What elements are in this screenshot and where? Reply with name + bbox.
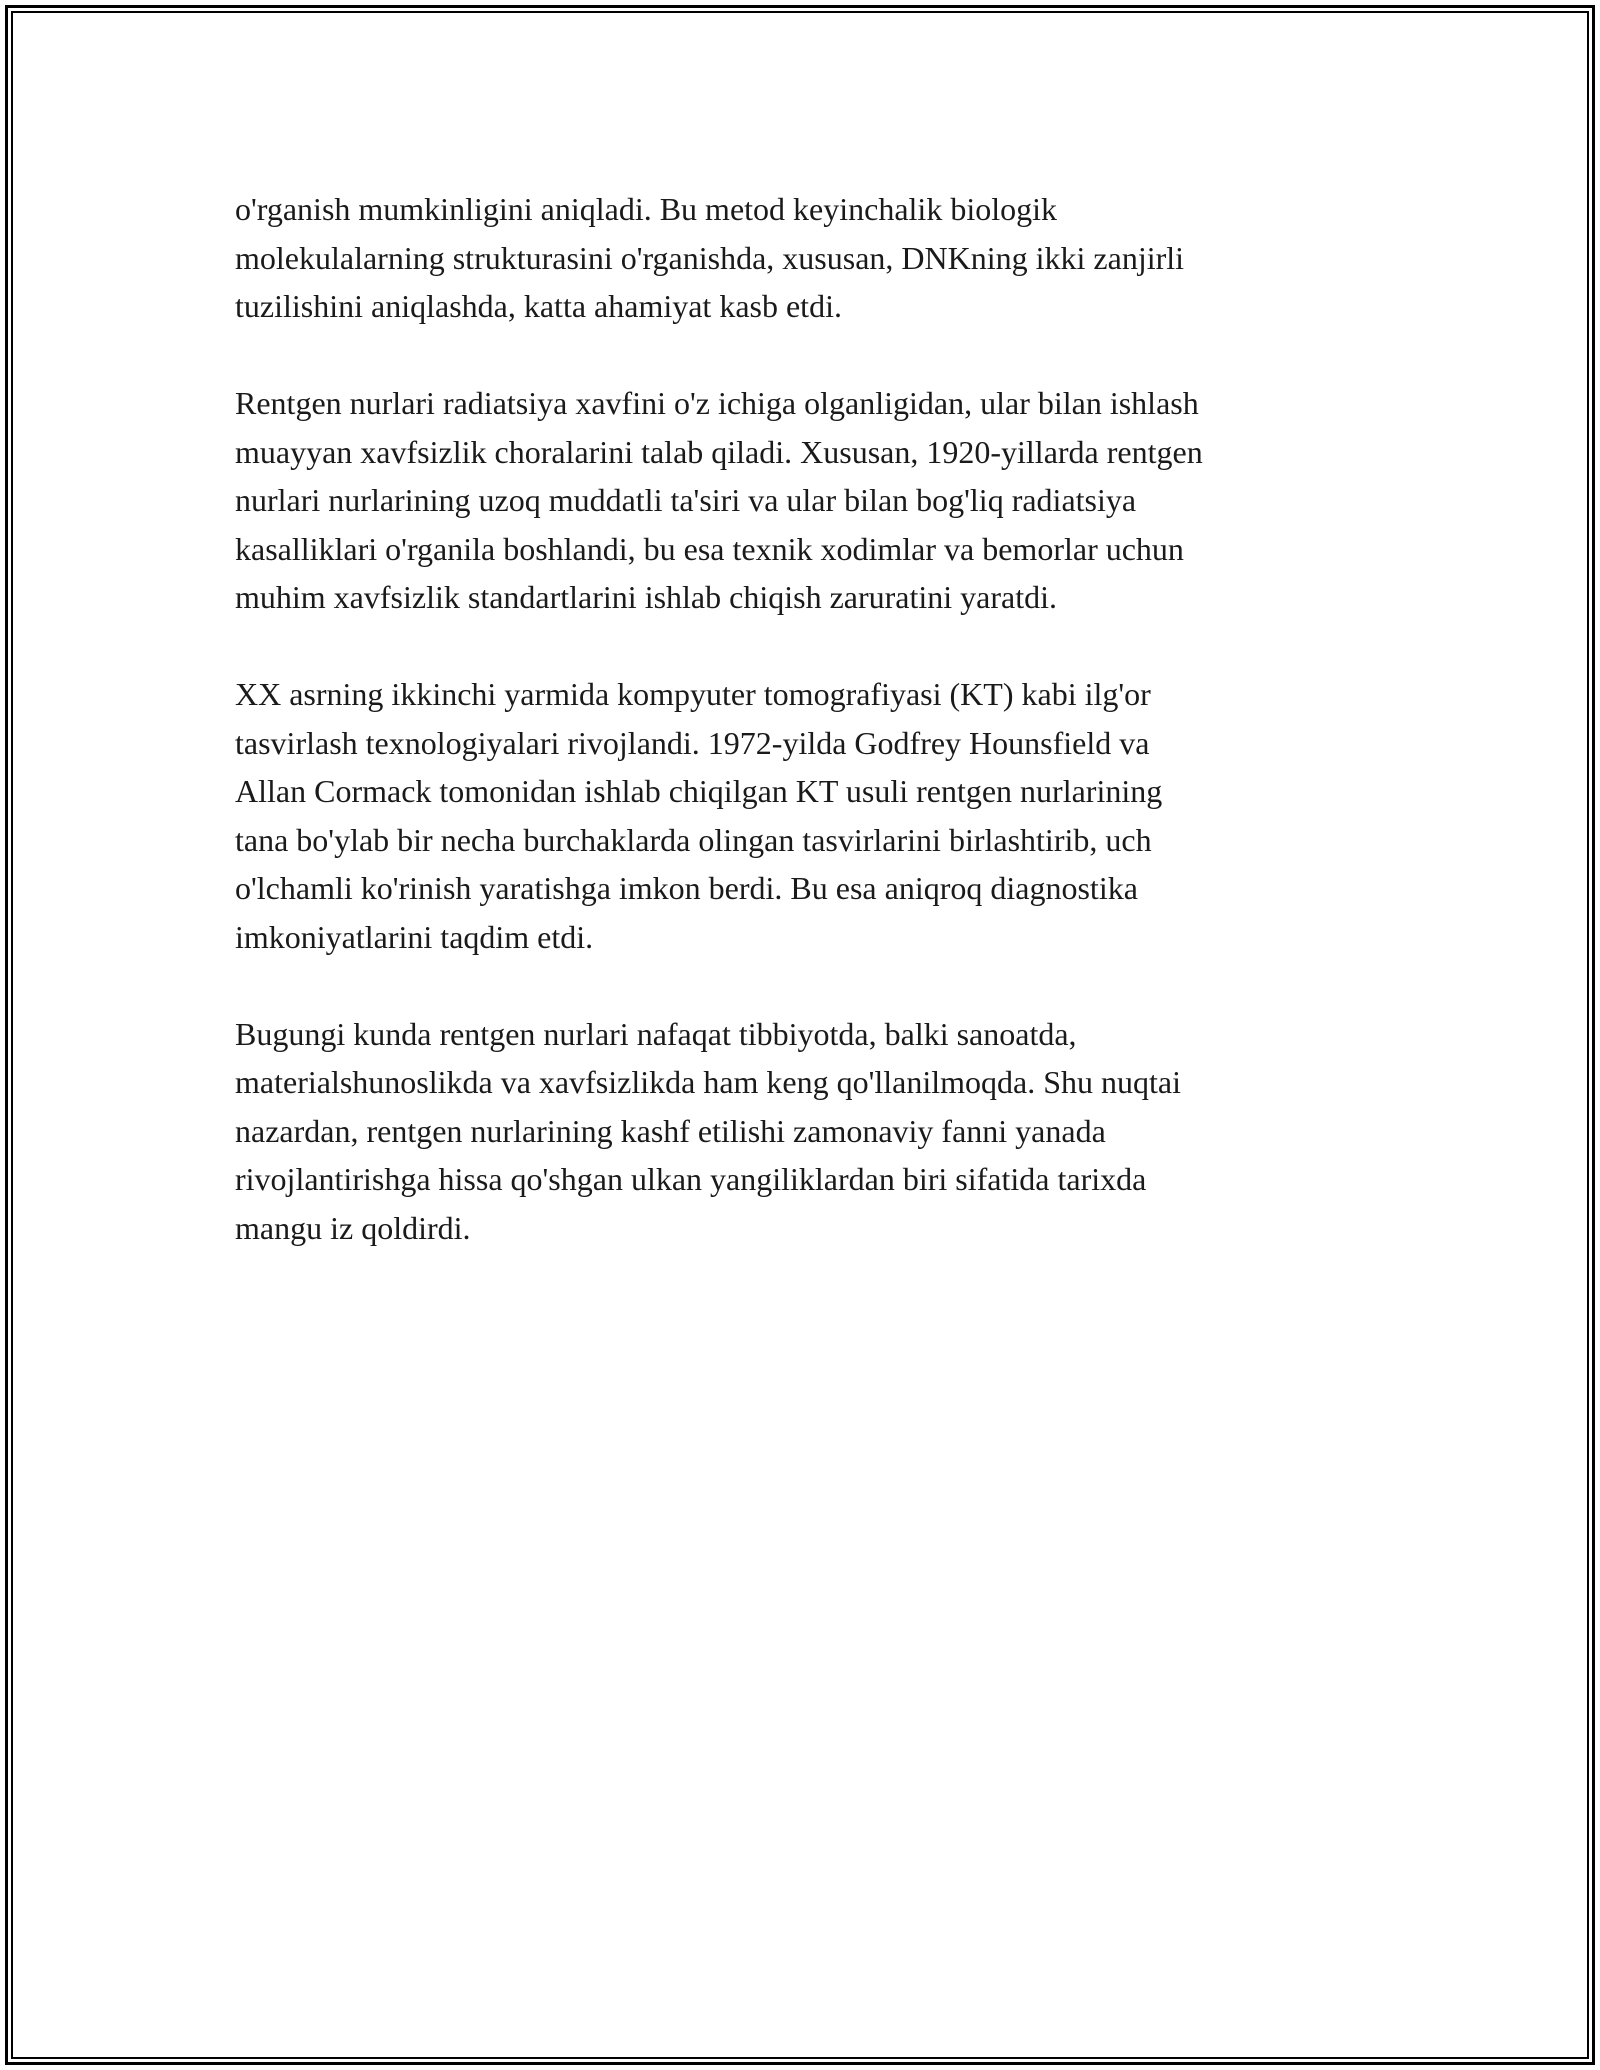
paragraph-1 (235, 185, 1365, 331)
text-line: materialshunoslikda va xavfsizlikda ham keng qo'llanilmoqda. Shu nuqtai (235, 1064, 1182, 1100)
text-line: tasvirlash texnologiyalari rivojlandi. 1972-yilda Godfrey Hounsfield va (235, 724, 1150, 761)
document-body (235, 185, 1365, 1301)
text-line: muayyan xavfsizlik choralarini talab qiladi. Xususan, 1920-yillarda rentgen (235, 433, 1203, 470)
text-line: XX asrning ikkinchi yarmida kompyuter tomografiyasi (KT) kabi ilg'or (235, 676, 1151, 712)
paragraph-3 (235, 670, 1365, 961)
paragraph-2 (235, 379, 1365, 622)
text-line: tana bo'ylab bir necha burchaklarda olingan tasvirlarini birlashtirib, uch (235, 821, 1152, 858)
text-line: Bugungi kunda rentgen nurlari nafaqat tibbiyotda, balki sanoatda, (235, 1015, 1077, 1052)
text-line: tuzilishini aniqlashda, katta ahamiyat kasb etdi. (235, 288, 842, 324)
text-line: nazardan, rentgen nurlarining kashf etilishi zamonaviy fanni yanada (235, 1112, 1106, 1149)
text-line: nurlari nurlarining uzoq muddatli ta'siri va ular bilan bog'liq radiatsiya (235, 482, 1137, 518)
text-line: Allan Cormack tomonidan ishlab chiqilgan KT usuli rentgen nurlarining (235, 773, 1163, 809)
text-line: muhim xavfsizlik standartlarini ishlab chiqish zaruratini yaratdi. (235, 579, 1057, 615)
text-line: kasalliklari o'rganila boshlandi, bu esa texnik xodimlar va bemorlar uchun (235, 530, 1184, 567)
text-line: molekulalarning strukturasini o'rganishda, xususan, DNKning ikki zanjirli (235, 239, 1185, 276)
text-line: imkoniyatlarini taqdim etdi. (235, 918, 594, 955)
text-line: mangu iz qoldirdi. (235, 1209, 471, 1246)
text-line: rivojlantirishga hissa qo'shgan ulkan yangiliklardan biri sifatida tarixda (235, 1161, 1147, 1197)
text-line: o'rganish mumkinligini aniqladi. Bu metod keyinchalik biologik (235, 191, 1057, 227)
paragraph-4 (235, 1010, 1365, 1253)
text-line: Rentgen nurlari radiatsiya xavfini o'z ichiga olganligidan, ular bilan ishlash (235, 385, 1199, 421)
text-line: o'lchamli ko'rinish yaratishga imkon berdi. Bu esa aniqroq diagnostika (235, 870, 1138, 906)
